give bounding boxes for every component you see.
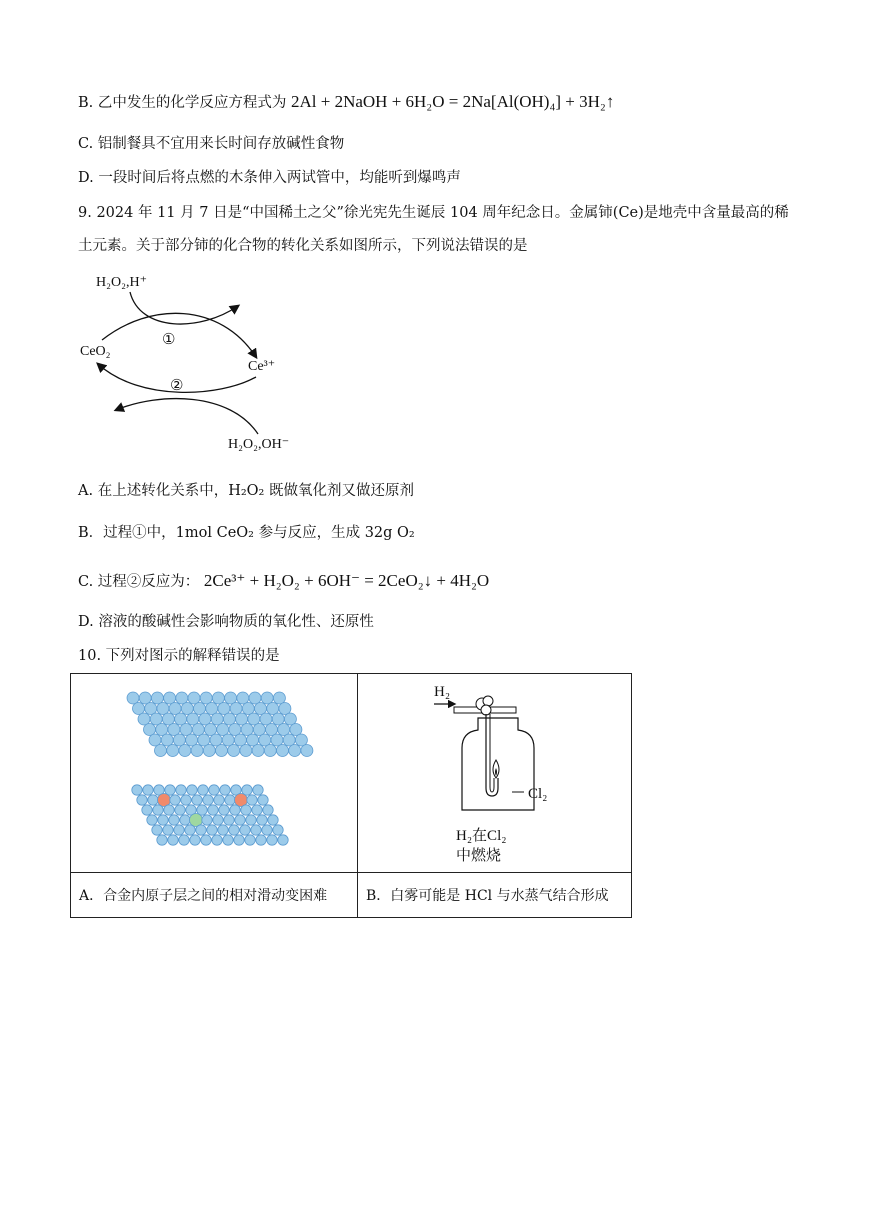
metal-atom	[167, 745, 179, 757]
metal-atom	[216, 745, 228, 757]
q8-option-d: D. 一段时间后将点燃的木条伸入两试管中，均能听到爆鸣声	[78, 170, 461, 186]
metal-atom	[176, 692, 188, 704]
reagent-bottom-arrow	[116, 399, 258, 434]
metal-atom	[133, 703, 145, 715]
metal-atom	[210, 734, 222, 746]
alloy-host-atom	[148, 795, 158, 805]
metal-atom	[271, 734, 283, 746]
q10-cell-a-caption: A．合金内原子层之间的相对滑动变困难	[71, 873, 358, 918]
metal-atom	[242, 703, 254, 715]
q9-option-c-equation: 2Ce³⁺ + H₂O₂ + 6OH⁻ = 2CeO₂↓ + 4H₂O	[203, 571, 490, 590]
alloy-host-atom	[143, 785, 153, 795]
metal-atom	[289, 745, 301, 757]
metal-atom	[203, 745, 215, 757]
alloy-host-atom	[273, 825, 283, 835]
metal-atom	[200, 692, 212, 704]
alloy-host-atom	[223, 835, 233, 845]
q10-figure-table	[70, 673, 632, 918]
metal-atom	[198, 734, 210, 746]
q9-option-b: B．过程①中，1mol CeO₂ 参与反应，生成 32g O₂	[78, 525, 415, 541]
cerium-dioxide-label: CeO₂	[80, 344, 111, 359]
metal-atom	[272, 713, 284, 725]
metal-atom	[127, 692, 139, 704]
q9-option-c	[78, 571, 489, 592]
q10-cell-b-caption: B．白雾可能是 HCl 与水蒸气结合形成	[358, 873, 632, 918]
metal-atom	[180, 724, 192, 736]
q9-option-c-text: C. 过程②反应为：	[78, 574, 200, 590]
metal-atom	[255, 703, 267, 715]
alloy-host-atom	[225, 795, 235, 805]
alloy-host-atom	[240, 825, 250, 835]
metal-atom	[230, 703, 242, 715]
alloy-host-atom	[152, 825, 162, 835]
metal-atom	[205, 724, 217, 736]
alloy-host-atom	[258, 795, 268, 805]
metal-atom	[145, 703, 157, 715]
reagent-top-label: H₂O₂,H⁺	[96, 275, 147, 290]
alloy-host-atom	[170, 795, 180, 805]
metal-atom	[223, 713, 235, 725]
metal-atom	[284, 713, 296, 725]
alloy-host-atom	[157, 835, 167, 845]
alloy-host-atom	[256, 835, 266, 845]
metal-atom	[252, 745, 264, 757]
metal-atom	[279, 703, 291, 715]
metal-atom	[264, 745, 276, 757]
metal-atom	[157, 703, 169, 715]
metal-atom	[241, 724, 253, 736]
alloy-host-atom	[174, 825, 184, 835]
alloy-host-atom	[246, 815, 256, 825]
alloy-host-atom	[196, 825, 206, 835]
alloy-host-atom	[202, 815, 212, 825]
metal-atom	[212, 692, 224, 704]
q9-option-d: D. 溶液的酸碱性会影响物质的氧化性、还原性	[78, 614, 374, 630]
alloy-host-atom	[164, 805, 174, 815]
metal-atom	[228, 745, 240, 757]
alloy-host-atom	[132, 785, 142, 795]
metal-atom	[253, 724, 265, 736]
alloy-host-atom	[208, 805, 218, 815]
metal-atom	[179, 745, 191, 757]
metal-atom	[249, 692, 261, 704]
q10-cell-b-figure	[358, 674, 632, 873]
metal-atom	[186, 734, 198, 746]
alloy-host-atom	[187, 785, 197, 795]
alloy-host-atom	[263, 805, 273, 815]
alloy-host-atom	[214, 795, 224, 805]
q9-option-a: A. 在上述转化关系中，H₂O₂ 既做氧化剂又做还原剂	[78, 483, 414, 499]
alloy-host-atom	[201, 835, 211, 845]
cerium-ion-label: Ce³⁺	[248, 359, 276, 374]
metal-atom	[192, 724, 204, 736]
metal-atom	[164, 692, 176, 704]
q8-option-b-equation: 2Al + 2NaOH + 6H₂O = 2Na[Al(OH)₄] + 3H₂↑	[290, 92, 615, 111]
metal-atom	[217, 724, 229, 736]
apparatus-caption-line1: H₂在Cl₂	[456, 828, 507, 844]
process1-label: ①	[162, 332, 176, 348]
q8-option-c: C. 铝制餐具不宜用来长时间存放碱性食物	[78, 136, 345, 152]
metal-atom	[150, 713, 162, 725]
alloy-host-atom	[278, 835, 288, 845]
metal-atom	[169, 703, 181, 715]
metal-atom	[188, 692, 200, 704]
alloy-host-atom	[251, 825, 261, 835]
q10-stem: 10. 下列对图示的解释错误的是	[78, 648, 280, 664]
alloy-host-atom	[153, 805, 163, 815]
h2-inlet-label: H₂	[434, 684, 451, 700]
metal-atom	[273, 692, 285, 704]
metal-atom	[211, 713, 223, 725]
q8-option-b-text: B. 乙中发生的化学反应方程式为	[78, 95, 287, 111]
metal-atom	[173, 734, 185, 746]
alloy-host-atom	[147, 815, 157, 825]
alloy-host-atom	[245, 835, 255, 845]
metal-atom	[191, 745, 203, 757]
alloy-host-atom	[218, 825, 228, 835]
metal-atom	[259, 734, 271, 746]
alloy-host-atom	[257, 815, 267, 825]
metal-atom	[199, 713, 211, 725]
metal-atom	[278, 724, 290, 736]
metal-atom	[151, 692, 163, 704]
q9-stem-line2: 土元素。关于部分铈的化合物的转化关系如图所示，下列说法错误的是	[78, 238, 528, 254]
metal-atom	[236, 713, 248, 725]
metal-atom	[240, 745, 252, 757]
metal-atom	[162, 713, 174, 725]
metal-atom	[168, 724, 180, 736]
alloy-host-atom	[267, 835, 277, 845]
metal-atom	[283, 734, 295, 746]
alloy-host-atom	[268, 815, 278, 825]
alloy-host-atom	[220, 785, 230, 795]
alloy-host-atom	[252, 805, 262, 815]
metal-atom	[187, 713, 199, 725]
q8-option-b	[78, 92, 614, 113]
metal-atom	[229, 724, 241, 736]
metal-atom	[234, 734, 246, 746]
alloy-host-atom	[209, 785, 219, 795]
alloy-host-atom	[262, 825, 272, 835]
metal-atom	[156, 724, 168, 736]
metal-atom	[149, 734, 161, 746]
alloy-host-atom	[219, 805, 229, 815]
alloy-host-atom	[168, 835, 178, 845]
metal-atom	[222, 734, 234, 746]
alloy-host-atom	[253, 785, 263, 795]
alloy-host-atom	[179, 835, 189, 845]
metal-atom	[218, 703, 230, 715]
metal-atom	[260, 713, 272, 725]
metal-atom	[175, 713, 187, 725]
alloy-host-atom	[234, 835, 244, 845]
alloy-host-atom	[235, 815, 245, 825]
metal-atom	[248, 713, 260, 725]
alloy-host-atom	[213, 815, 223, 825]
alloy-host-atom	[169, 815, 179, 825]
alloy-host-atom	[247, 795, 257, 805]
metal-atom	[247, 734, 259, 746]
metal-atom	[267, 703, 279, 715]
metal-atom	[206, 703, 218, 715]
metal-atom	[266, 724, 278, 736]
alloy-host-atom	[163, 825, 173, 835]
process2-label: ②	[170, 378, 184, 394]
metal-atom	[155, 745, 167, 757]
metal-atom	[277, 745, 289, 757]
alloy-host-atom	[180, 815, 190, 825]
alloy-host-atom	[190, 835, 200, 845]
cl2-label: Cl₂	[528, 786, 548, 802]
alloy-host-atom	[176, 785, 186, 795]
process1-arrow	[102, 313, 256, 357]
reagent-bottom-label: H₂O₂,OH⁻	[228, 437, 290, 452]
alloy-host-atom	[158, 815, 168, 825]
alloy-host-atom	[207, 825, 217, 835]
metal-atom	[261, 692, 273, 704]
alloy-host-atom	[198, 785, 208, 795]
alloy-host-atom	[241, 805, 251, 815]
alloy-host-atom	[212, 835, 222, 845]
metal-atom	[161, 734, 173, 746]
alloy-host-atom	[175, 805, 185, 815]
metal-atom	[139, 692, 151, 704]
alloy-atom-layers	[71, 674, 357, 868]
alloy-host-atom	[192, 795, 202, 805]
metal-atom	[225, 692, 237, 704]
alloy-host-atom	[224, 815, 234, 825]
metal-atom	[301, 745, 313, 757]
q10-cell-a-figure	[71, 674, 358, 873]
metal-atom	[237, 692, 249, 704]
metal-atom	[138, 713, 150, 725]
reagent-top-arrow	[130, 292, 238, 324]
alloy-host-atom	[181, 795, 191, 805]
metal-atom	[144, 724, 156, 736]
metal-atom	[181, 703, 193, 715]
ce-conversion-diagram	[70, 262, 300, 462]
q9-stem-line1: 9. 2024 年 11 月 7 日是“中国稀土之父”徐光宪先生诞辰 104 周年纪念日。金属铈(Ce)是地壳中含量最高的稀	[78, 205, 789, 221]
alloy-host-atom	[203, 795, 213, 805]
metal-atom	[295, 734, 307, 746]
alloy-host-atom	[229, 825, 239, 835]
alloy-host-atom	[230, 805, 240, 815]
alloy-host-atom	[185, 825, 195, 835]
apparatus-caption-line2: 中燃烧	[456, 848, 502, 864]
alloy-host-atom	[137, 795, 147, 805]
alloy-host-atom	[142, 805, 152, 815]
metal-atom	[290, 724, 302, 736]
metal-atom	[194, 703, 206, 715]
